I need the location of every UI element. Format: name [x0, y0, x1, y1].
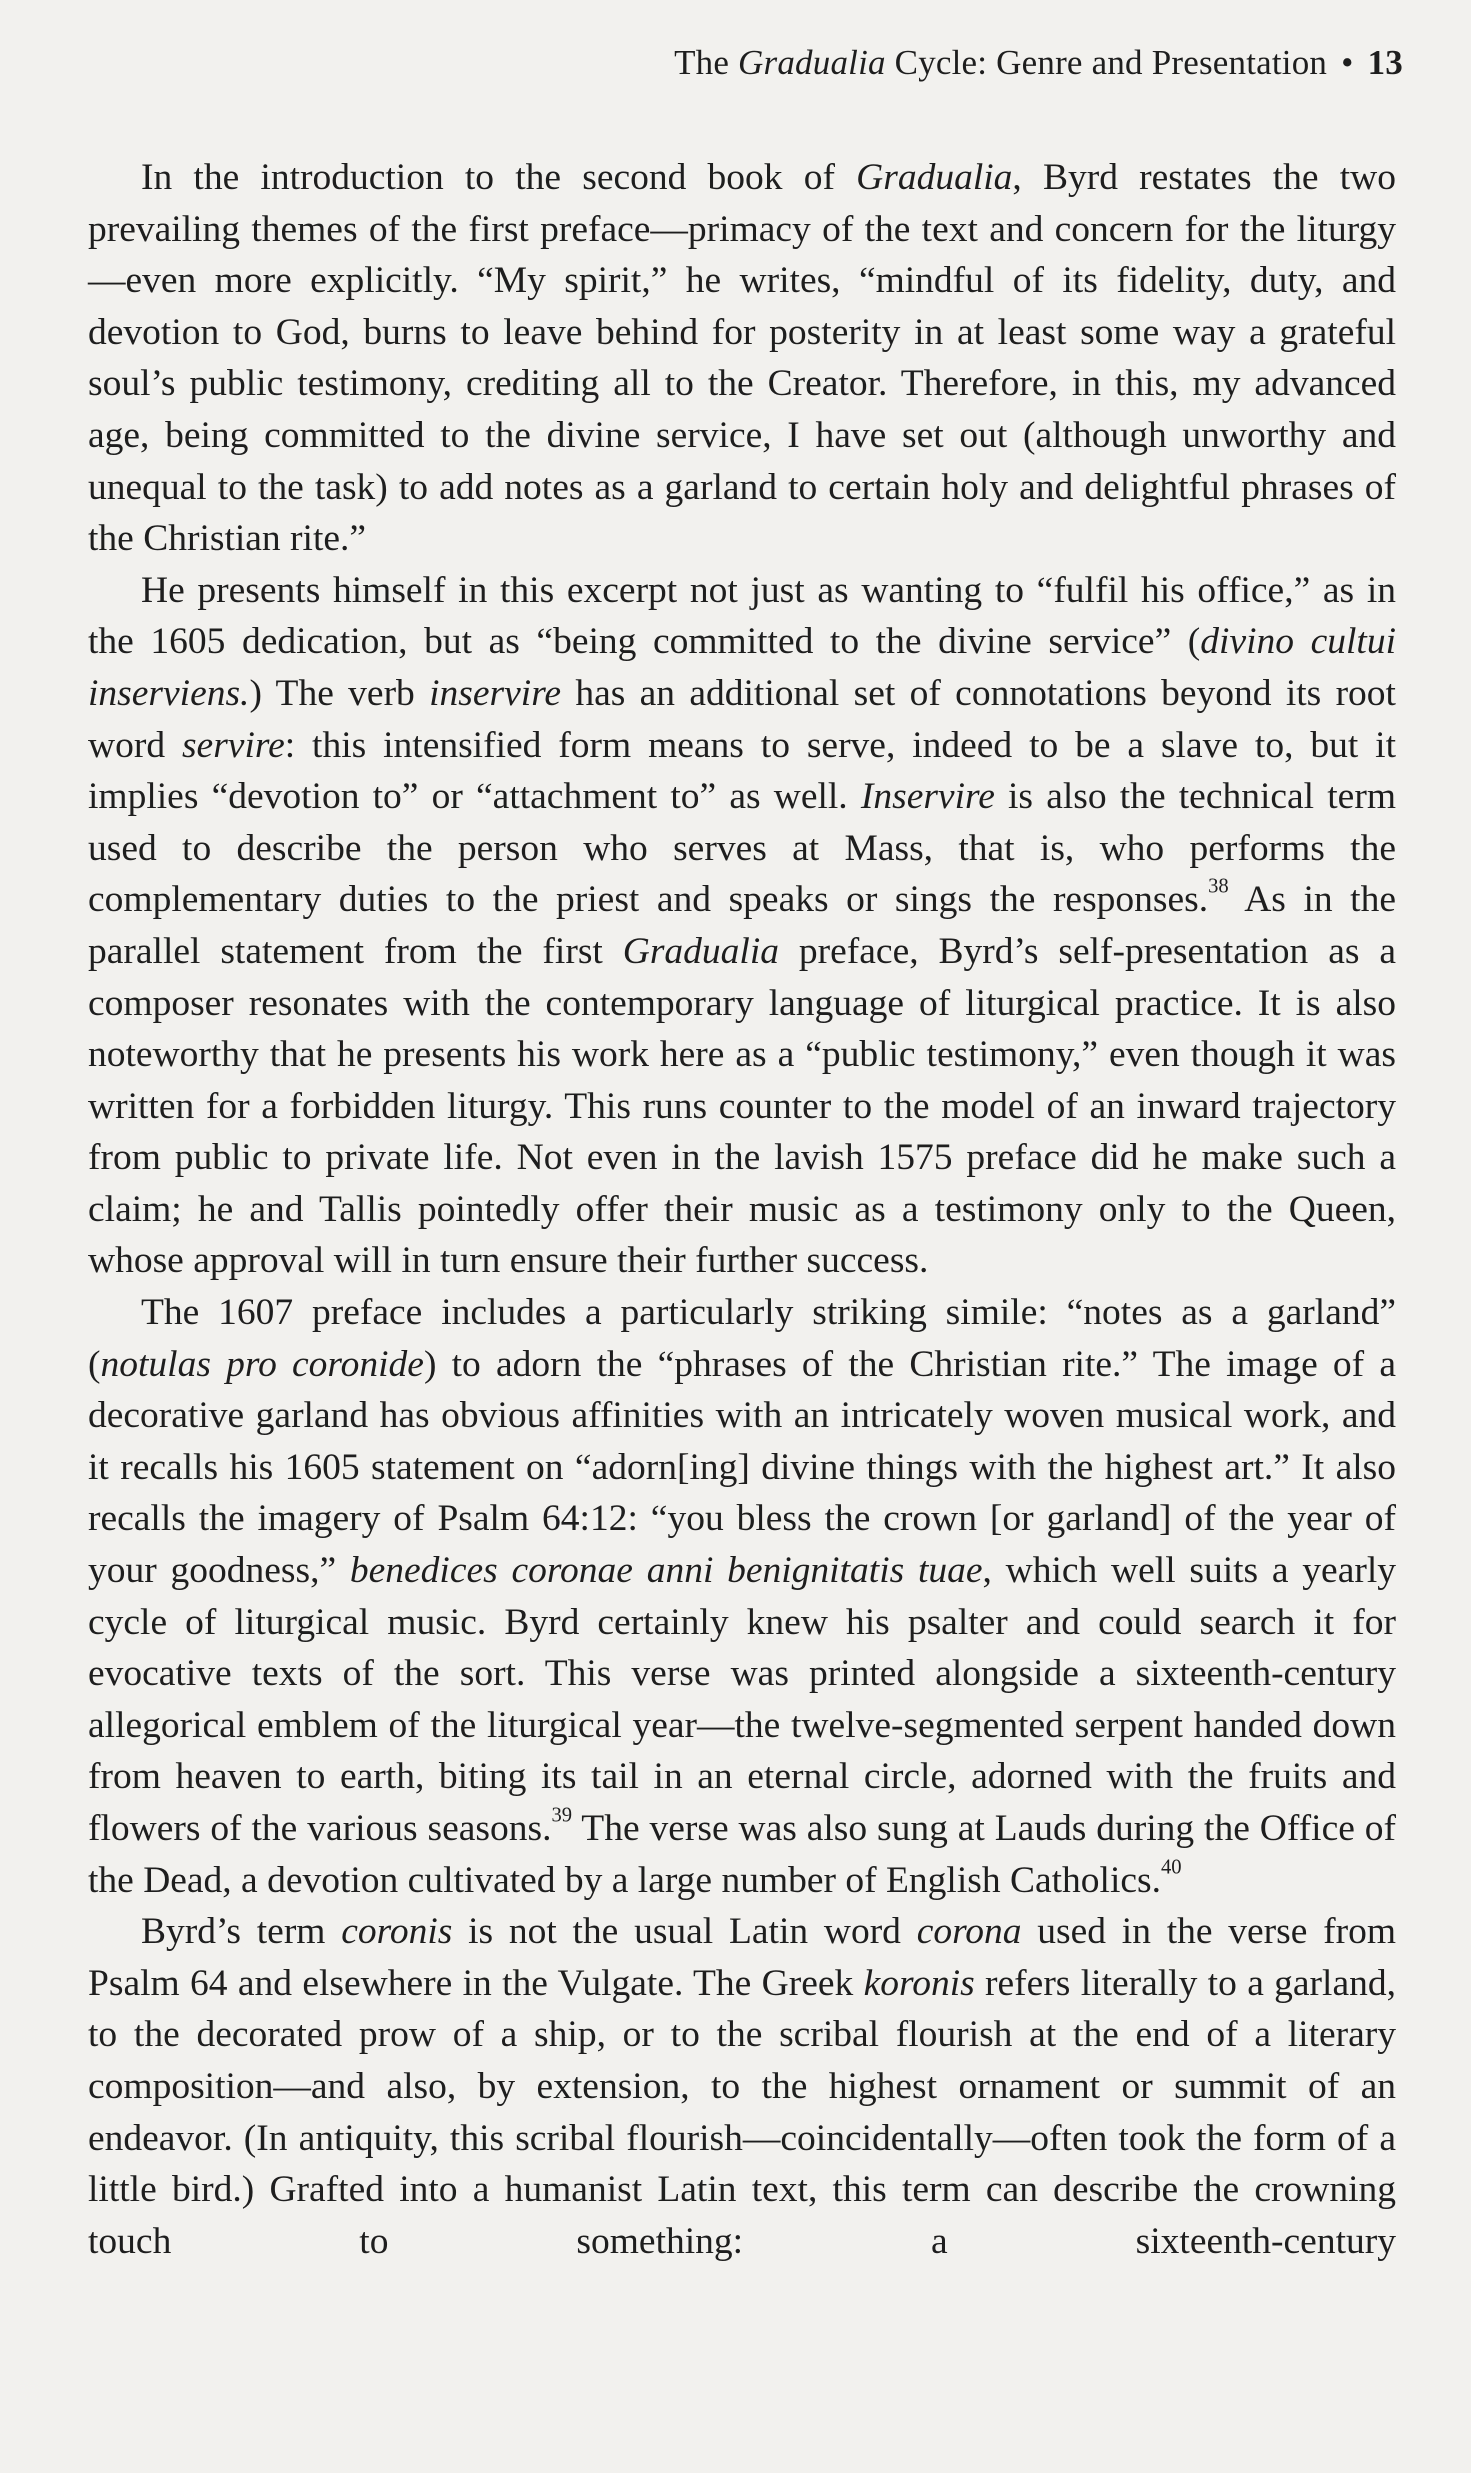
footnote-ref: 40	[1160, 1856, 1182, 1879]
paragraph	[88, 565, 1396, 1287]
text-run: refers literally to a garland, to the decorated prow of a ship, or to the scribal flourish at the end of a literary composition—and also, by extension, to the highest ornament or summit of an endeavor. (In antiquity, this scribal flourish—coincidentally—often took the form of a little bird.) Grafted into a humanist Latin text, this term can describe the crowning touch to something: a sixteenth-century	[88, 1962, 1396, 2262]
text-run: In the introduction to the second book of	[141, 157, 857, 198]
paragraph	[88, 1906, 1396, 2267]
footnote-ref: 39	[551, 1804, 573, 1827]
text-run: As in the parallel statement from the first	[88, 879, 1396, 972]
paragraph	[88, 1287, 1396, 1906]
text-run: , which well suits a yearly cycle of liturgical music. Byrd certainly knew his psalter and could search it for evocative texts of the sort. This verse was printed alongside a sixteenth-century allegorical emblem of the liturgical year—the twelve-segmented serpent handed down from heaven to earth, biting its tail in an eternal circle, adorned with the fruits and flowers of the various seasons.	[88, 1550, 1396, 1849]
italic-text: koronis	[863, 1962, 975, 2004]
text-run: The verse was also sung at Lauds during the Office of the Dead, a devotion cultivated by a large number of English Catholics.	[88, 1808, 1396, 1901]
text-run: , Byrd restates the two prevailing themes of the first preface—primacy of the text and concern for the liturgy—even more explicitly. “My spirit,” he writes, “mindful of its fidelity, duty, and devotion to God, burns to leave behind for posterity in at least some way a grateful soul’s public testimony, crediting all to the Creator. Therefore, in this, my advanced age, being committed to the divine service, I have set out (although unworthy and unequal to the task) to add notes as a garland to certain holy and delightful phrases of the Christian rite.”	[88, 157, 1396, 560]
italic-text: coronis	[341, 1911, 453, 1953]
italic-text: divino cultui inserviens.	[88, 621, 1396, 714]
text-run: Byrd’s term	[141, 1911, 342, 1953]
italic-text: Inservire	[860, 776, 995, 818]
italic-text: inservire	[429, 672, 562, 714]
bullet-separator: •	[1341, 43, 1354, 82]
text-run: preface, Byrd’s self-presentation as a composer resonates with the contemporary language of liturgical practice. It is also noteworthy that he presents his work here as a “public testimony,” even though it was written for a forbidden liturgy. This runs counter to the model of an inward trajectory from public to private life. Not even in the lavish 1575 preface did he make such a claim; he and Tallis pointedly offer their music as a testimony only to the Queen, whose approval will in turn ensure their further success.	[88, 930, 1396, 1282]
page-number: 13	[1367, 43, 1403, 82]
text-run: ) to adorn the “phrases of the Christian rite.” The image of a decorative garland has obvious affinities with an intricately woven musical work, and it recalls his 1605 statement on “adorn[ing] divine things with the highest art.” It also recalls the imagery of Psalm 64:12: “you bless the crown [or garland] of the year of your goodness,”	[88, 1343, 1397, 1592]
running-head	[674, 38, 1403, 88]
text-run: is not the usual Latin word	[452, 1911, 917, 1953]
text-run: He presents himself in this excerpt not just as wanting to “fulfil his office,” as in the 1605 dedication, but as “being committed to the divine service” (	[88, 569, 1396, 663]
italic-text: notulas pro coronide	[100, 1343, 424, 1385]
italic-text: Gradualia	[856, 157, 1013, 198]
running-head-title: The Gradualia Cycle: Genre and Presentation	[674, 43, 1328, 82]
text-run: is also the technical term used to describe the person who serves at Mass, that is, who performs the complementary duties to the priest and speaks or sings the responses.	[88, 776, 1396, 921]
italic-text: corona	[916, 1911, 1022, 1953]
paragraph	[88, 152, 1396, 565]
italic-text: benedices coronae anni benignitatis tuae	[349, 1550, 983, 1592]
text-run: : this intensified form means to serve, indeed to be a slave to, but it implies “devotion to” or “attachment to” as well.	[88, 724, 1396, 818]
text-run: used in the verse from Psalm 64 and elsewhere in the Vulgate. The Greek	[88, 1911, 1397, 2004]
text-run: ) The verb	[249, 672, 430, 714]
italic-text: servire	[181, 724, 285, 766]
text-run: has an additional set of connotations beyond its root word	[88, 672, 1396, 766]
body-text	[88, 152, 1396, 2267]
footnote-ref: 38	[1208, 875, 1229, 898]
italic-text: Gradualia	[622, 930, 780, 972]
text-run: The 1607 preface includes a particularly striking simile: “notes as a garland” (	[88, 1292, 1396, 1385]
